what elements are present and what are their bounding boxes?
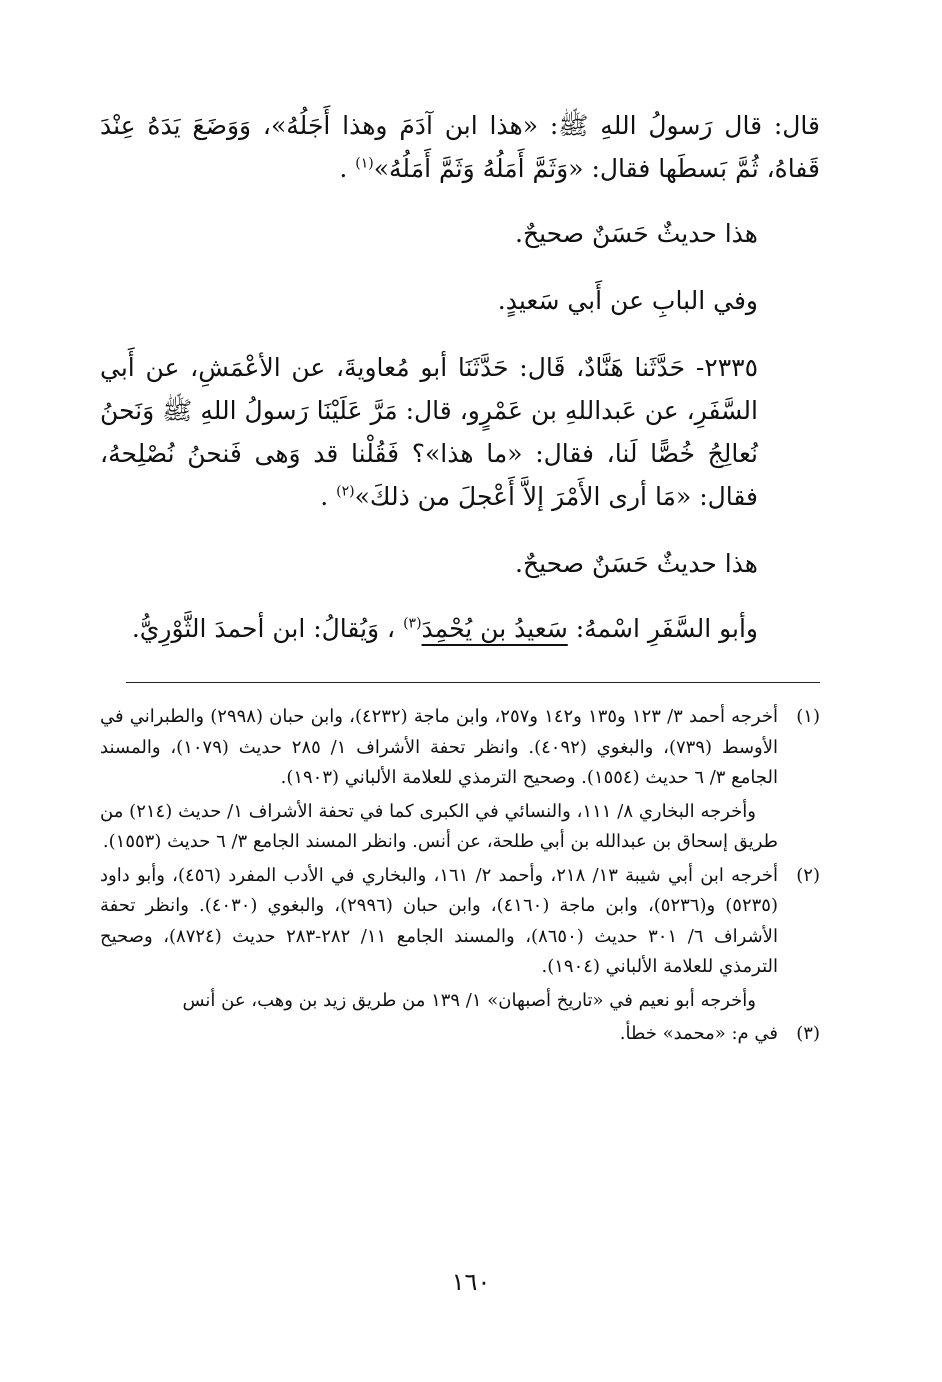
main-text xyxy=(100,104,820,650)
footnote-body xyxy=(100,1019,778,1050)
punctuation: . xyxy=(339,154,356,183)
punctuation: . xyxy=(320,482,337,511)
footnote-continuation: وأخرجه أبو نعيم في «تاريخ أصبهان» ١/ ١٣٩ من طريق زيد بن وهب، عن أنس xyxy=(182,989,756,1011)
paragraph-hadith-2335 xyxy=(100,346,820,518)
footnote-body xyxy=(100,861,778,1017)
paragraph-text: قال: قال رَسولُ اللهِ ﷺ: «هذا ابن آدَمَ وهذا أَجَلُهُ»، وَوَضَعَ يَدَهُ عِنْدَ قَفاهُ، ثُمَّ بَسطَها فقال: «وَثَمَّ أَمَلُهُ وَثَمَّ أَمَلُهُ» xyxy=(100,111,820,183)
footnote-body xyxy=(100,702,778,858)
narrator-name-line xyxy=(100,607,820,650)
footnote-number: (٣) xyxy=(796,1023,820,1044)
footnote-ref-2[interactable]: (٢) xyxy=(336,483,355,500)
footnote-text: في م: «محمد» خطأ. xyxy=(619,1023,778,1044)
narrator-text: وأبو السَّفَرِ اسْمهُ: xyxy=(567,614,758,643)
grading-line-1: هذا حديثٌ حَسَنٌ صحيحٌ. xyxy=(515,219,758,248)
narrator-name-underlined: سَعيدُ بن يُحْمِدَ xyxy=(421,614,568,643)
footnote-text: أخرجه أحمد ٣/ ١٢٣ و١٣٥ و١٤٢ و٢٥٧، وابن ماجة (٤٢٣٢)، وابن حبان (٢٩٩٨) والطبراني في الأوسط (٧٣٩)، والبغوي (٤٠٩٢). وانظر تحفة الأشراف ١/ ٢٨٥ حديث (١٠٧٩)، والمسند الجامع ٣/ ٦ حديث (١٥٥٤). وصحيح الترمذي للعلامة الألباني (١٩٠٣). xyxy=(100,706,778,788)
footnote-ref-3[interactable]: (٣) xyxy=(403,615,422,632)
footnote-number: (١) xyxy=(796,706,820,727)
paragraph-text: ٢٣٣٥- حَدَّثَنا هَنَّادٌ، قَال: حَدَّثَنَا أبو مُعاويةَ، عن الأعْمَشِ، عن أَبي السَّفَرِ، عن عَبداللهِ بن عَمْرٍو، قال: مَرَّ عَلَيْنَا رَسولُ اللهِ ﷺ وَنَحنُ نُعالِجُ خُصًّا لَنا، فقال: «ما هذا»؟ فَقُلْنا قد وَهى فَنحنُ نُصْلِحهُ، فقال: «مَا أرى الأَمْرَ إلاَّ أَعْجلَ من ذلكَ» xyxy=(100,353,758,511)
page-number: ١٦٠ xyxy=(451,1268,491,1296)
footnote-number: (٢) xyxy=(796,864,820,886)
footnote-2 xyxy=(100,861,820,1017)
chapter-note-line: وفي البابِ عن أَبي سَعيدٍ. xyxy=(497,286,758,315)
footnotes xyxy=(100,702,820,1053)
footnote-3 xyxy=(100,1019,820,1050)
footnote-continuation: وأخرجه البخاري ٨/ ١١١، والنسائي في الكبرى كما في تحفة الأشراف ١/ حديث (٢١٤) من طريق إسحاق بن عبدالله بن أبي طلحة، عن أنس. وانظر المسند الجامع ٣/ ٦ حديث (١٥٥٣). xyxy=(100,800,778,852)
footnote-1 xyxy=(100,702,820,858)
narrator-text: ، وَيُقالُ: ابن أحمدَ الثَّوْرِيُّ. xyxy=(131,614,404,643)
footnote-ref-1[interactable]: (١) xyxy=(355,155,374,172)
grading-line-2: هذا حديثٌ حَسَنٌ صحيحٌ. xyxy=(515,549,758,578)
paragraph-hadith-2334-end xyxy=(100,104,820,190)
footnote-text: أخرجه ابن أبي شيبة ١٣/ ٢١٨، وأحمد ٢/ ١٦١، والبخاري في الأدب المفرد (٤٥٦)، وأبو داود (٥٢٣٥) و(٥٢٣٦)، وابن ماجة (٤١٦٠)، وابن حبان (٢٩٩٦)، والبغوي (٤٠٣٠). وانظر تحفة الأشراف ٦/ ٣٠١ حديث (٨٦٥٠)، والمسند الجامع ١١/ ٢٨٢-٢٨٣ حديث (٨٧٢٤)، وصحيح الترمذي للعلامة الألباني (١٩٠٤). xyxy=(100,864,778,977)
footnote-divider xyxy=(126,682,820,683)
